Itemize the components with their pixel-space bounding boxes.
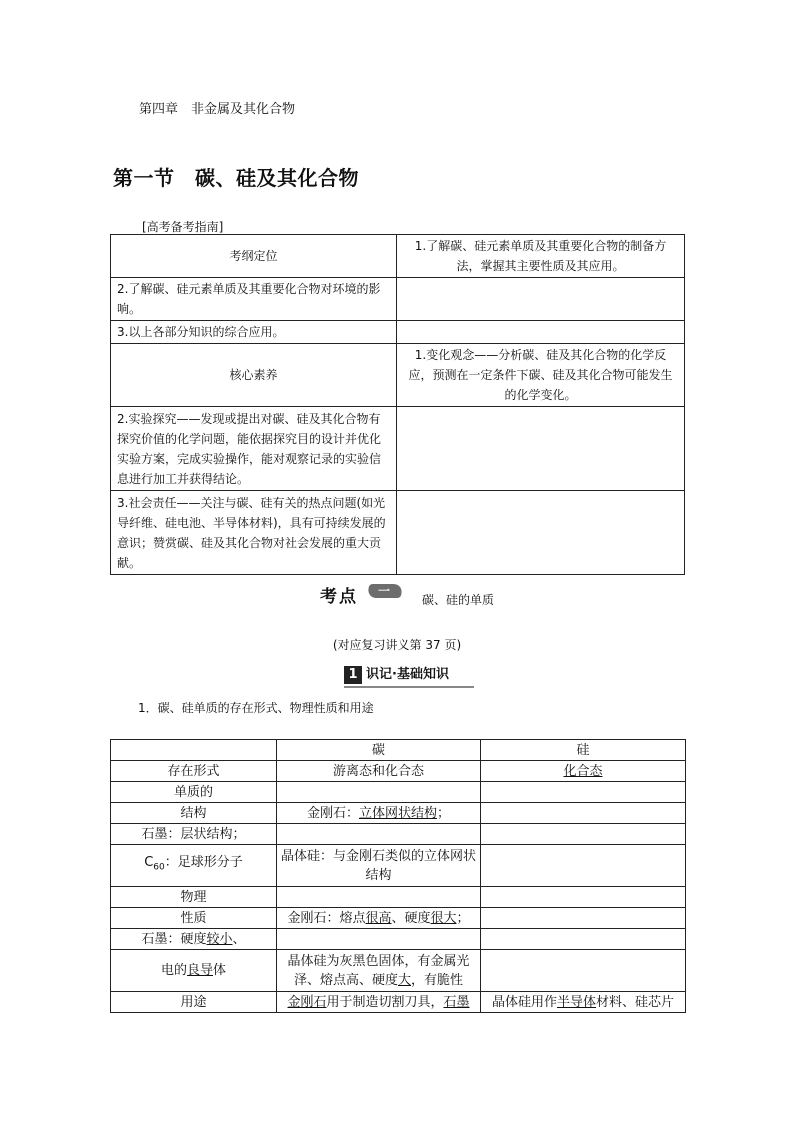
table-row [111, 321, 685, 344]
table-cell: 2.了解碳、硅元素单质及其重要化合物对环境的影响。 [111, 278, 397, 321]
underlined-answer: 很高 [365, 910, 392, 926]
table-row [111, 908, 686, 929]
table-cell: 核心素养 [111, 344, 397, 407]
table-cell: 1.了解碳、硅元素单质及其重要化合物的制备方法，掌握其主要性质及其应用。 [397, 235, 685, 278]
text-fragment: 电的 [160, 963, 187, 978]
table-row [111, 740, 686, 761]
kaodian-label: 考点 [320, 587, 358, 607]
text-fragment: 材料、硅芯片 [596, 994, 675, 1010]
subscript: 60 [153, 862, 165, 873]
table-cell [277, 824, 481, 845]
table-cell [481, 824, 686, 845]
table-cell [111, 845, 277, 887]
table-cell: 物理 [111, 887, 277, 908]
text-fragment: 、硬度 [391, 910, 431, 926]
table-cell [277, 908, 481, 929]
table-cell [277, 887, 481, 908]
table-cell [111, 950, 277, 992]
text-fragment: 晶体硅为灰黑色固体，有金属光泽、熔点高、硬度 [287, 953, 470, 988]
table-cell: 性质 [111, 908, 277, 929]
table-cell: 1.变化观念——分析碳、硅及其化合物的化学反应，预测在一定条件下碳、硅及其化合物可能发生的化学变化。 [397, 344, 685, 407]
table-row [111, 803, 686, 824]
subsection-number-badge: 1 [344, 666, 362, 684]
underlined-answer: 化合态 [563, 763, 603, 779]
table-row [111, 407, 685, 491]
text-fragment: 晶体硅用作 [491, 994, 557, 1010]
table-cell: 3.社会责任——关注与碳、硅有关的热点问题(如光导纤维、硅电池、半导体材料)，具有可持续发展的意识；赞赏碳、硅及其化合物对社会发展的重大贡献。 [111, 491, 397, 575]
table-cell [481, 803, 686, 824]
table-row [111, 950, 686, 992]
item-heading: 1．碳、硅单质的存在形式、物理性质和用途 [138, 701, 374, 715]
text-fragment: ，有脆性 [411, 972, 464, 988]
table-row [111, 782, 686, 803]
table-cell [111, 929, 277, 950]
table-cell [481, 845, 686, 887]
guide-label: [高考备考指南] [142, 220, 224, 234]
table-row [111, 761, 686, 782]
table-header-cell [111, 740, 277, 761]
text-fragment: 用于制造切割刀具， [326, 994, 444, 1010]
section-title: 第一节 碳、硅及其化合物 [113, 166, 359, 190]
table-row [111, 235, 685, 278]
table-cell [277, 992, 481, 1013]
table-cell [481, 761, 686, 782]
table-row [111, 824, 686, 845]
table-row [111, 929, 686, 950]
table-cell: 游离态和化合态 [277, 761, 481, 782]
table-row [111, 845, 686, 887]
table-cell: 结构 [111, 803, 277, 824]
text-fragment: ； [456, 910, 470, 926]
table-cell: 单质的 [111, 782, 277, 803]
table-cell [481, 782, 686, 803]
text-fragment: ； [437, 805, 451, 821]
underlined-answer: 大 [397, 972, 411, 988]
kaodian-title: 碳、硅的单质 [422, 593, 495, 607]
kaodian-number: 一 [378, 584, 391, 598]
text-fragment: 金刚石：熔点 [287, 910, 366, 926]
table-cell [481, 950, 686, 992]
table-cell [481, 929, 686, 950]
table-row [111, 887, 686, 908]
table-cell [481, 908, 686, 929]
underlined-answer: 金刚石 [287, 994, 327, 1010]
table-cell [277, 782, 481, 803]
table-cell [397, 278, 685, 321]
table-row [111, 992, 686, 1013]
table-cell: 考纲定位 [111, 235, 397, 278]
exam-guide-table [110, 234, 685, 575]
underlined-answer: 良导 [186, 963, 213, 978]
text-fragment: 体 [213, 963, 227, 978]
properties-table [110, 739, 686, 1013]
table-cell [277, 929, 481, 950]
table-cell: 晶体硅：与金刚石类似的立体网状结构 [277, 845, 481, 887]
page-reference: (对应复习讲义第 37 页) [332, 638, 462, 652]
subsection-underline [344, 686, 474, 688]
table-cell [481, 887, 686, 908]
subsection-title: 识记·基础知识 [366, 667, 449, 682]
underlined-answer: 石墨 [443, 994, 470, 1010]
text-fragment: ：足球形分子 [164, 855, 243, 871]
underlined-answer: 立体网状结构 [358, 805, 437, 821]
table-cell [277, 803, 481, 824]
table-cell [397, 321, 685, 344]
table-cell [397, 491, 685, 575]
text-fragment: C [144, 855, 154, 871]
underlined-answer: 很大 [430, 910, 457, 926]
underlined-answer: 较小 [206, 931, 233, 947]
table-cell [397, 407, 685, 491]
text-fragment: 石墨：硬度 [141, 931, 207, 947]
table-header-cell: 碳 [277, 740, 481, 761]
table-cell: 石墨：层状结构； [111, 824, 277, 845]
table-cell [277, 950, 481, 992]
table-row [111, 344, 685, 407]
text-fragment: 金刚石： [306, 805, 359, 821]
chapter-heading: 第四章 非金属及其化合物 [139, 102, 296, 117]
table-row [111, 491, 685, 575]
table-row [111, 278, 685, 321]
table-cell: 用途 [111, 992, 277, 1013]
underlined-answer: 半导体 [556, 994, 596, 1010]
table-cell [481, 992, 686, 1013]
table-cell: 存在形式 [111, 761, 277, 782]
text-fragment: 、 [232, 931, 246, 947]
table-cell: 2.实验探究——发现或提出对碳、硅及其化合物有探究价值的化学问题，能依据探究目的设计并优化实验方案，完成实验操作，能对观察记录的实验信息进行加工并获得结论。 [111, 407, 397, 491]
table-header-cell: 硅 [481, 740, 686, 761]
table-cell: 3.以上各部分知识的综合应用。 [111, 321, 397, 344]
